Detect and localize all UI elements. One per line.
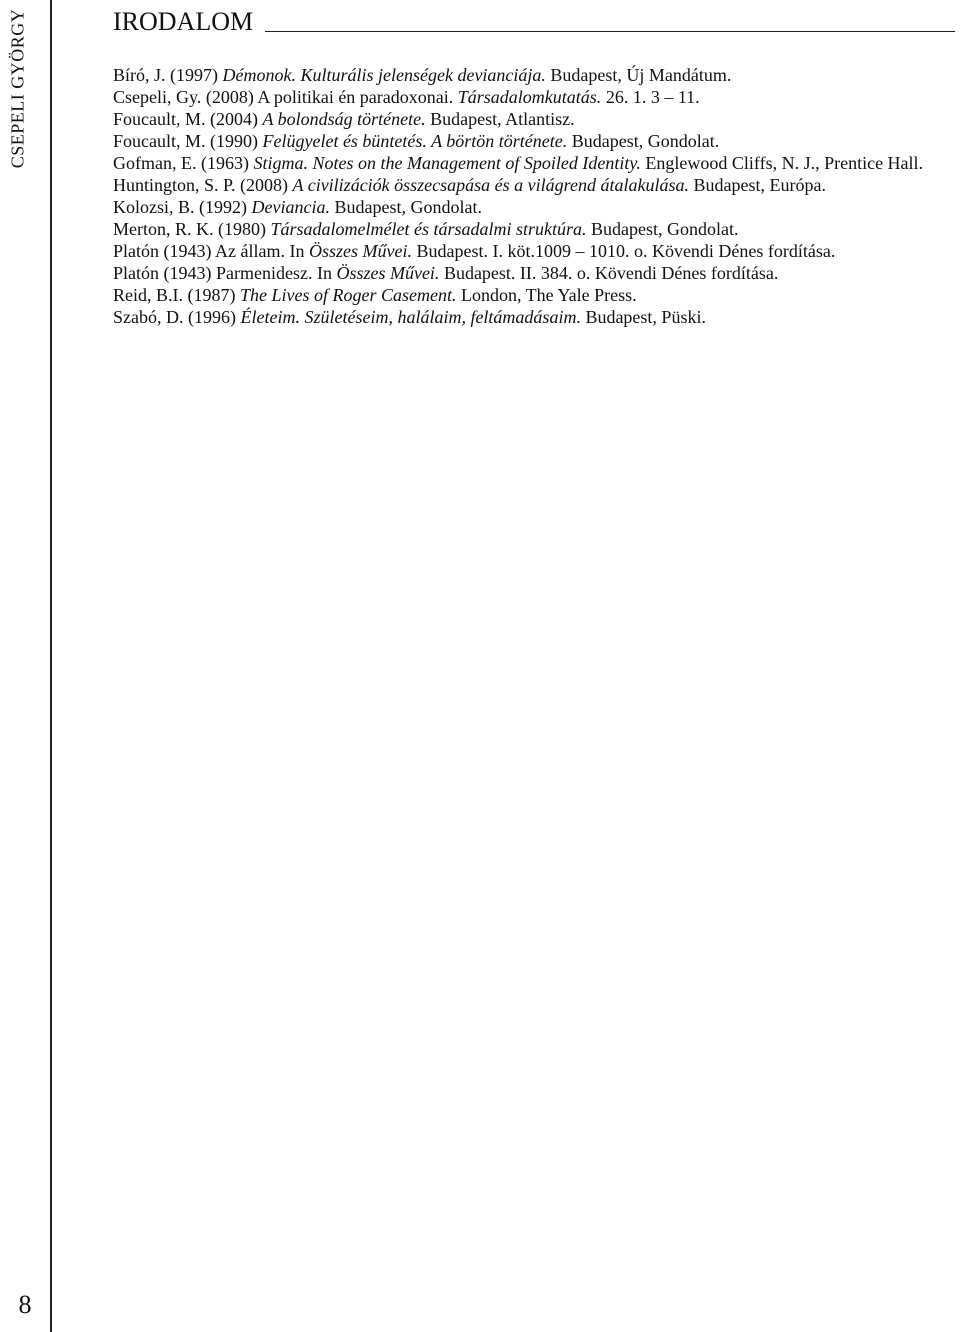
reference-item: Gofman, E. (1963) Stigma. Notes on the Management of Spoiled Identity. Englewood Cliffs, N. J., Prentice Hall. bbox=[113, 153, 924, 173]
reference-item: Kolozsi, B. (1992) Deviancia. Budapest, Gondolat. bbox=[113, 197, 482, 217]
reference-title: Stigma. Notes on the Management of Spoiled Identity. bbox=[253, 153, 641, 173]
reference-title: Deviancia. bbox=[251, 197, 330, 217]
reference-item: Platón (1943) Parmenidesz. In Összes Művei. Budapest. II. 384. o. Kövendi Dénes fordítása. bbox=[113, 263, 779, 283]
reference-title: Társadalomelmélet és társadalmi struktúra. bbox=[270, 219, 587, 239]
reference-item: Bíró, J. (1997) Démonok. Kulturális jelenségek devianciája. Budapest, Új Mandátum. bbox=[113, 65, 732, 85]
reference-title: Életeim. Születéseim, halálaim, feltámadásaim. bbox=[240, 307, 581, 327]
reference-title: Összes Művei. bbox=[308, 241, 412, 261]
section-heading bbox=[113, 6, 955, 38]
reference-item: Foucault, M. (2004) A bolondság története. Budapest, Atlantisz. bbox=[113, 109, 575, 129]
reference-title: A bolondság története. bbox=[262, 109, 426, 129]
heading-rule bbox=[265, 31, 955, 32]
reference-item: Merton, R. K. (1980) Társadalomelmélet és társadalmi struktúra. Budapest, Gondolat. bbox=[113, 219, 739, 239]
page-number: 8 bbox=[18, 1290, 32, 1319]
reference-title: Összes Művei. bbox=[336, 263, 440, 283]
reference-title: Démonok. Kulturális jelenségek devianciája. bbox=[222, 65, 546, 85]
reference-item: Foucault, M. (1990) Felügyelet és büntetés. A börtön története. Budapest, Gondolat. bbox=[113, 131, 720, 151]
margin-rule bbox=[50, 0, 52, 1332]
running-author bbox=[2, 8, 34, 168]
reference-title: A civilizációk összecsapása és a világrend átalakulása. bbox=[292, 175, 689, 195]
reference-list bbox=[113, 64, 958, 328]
reference-item: Huntington, S. P. (2008) A civilizációk összecsapása és a világrend átalakulása. Budapest, Európa. bbox=[113, 175, 826, 195]
reference-title: The Lives of Roger Casement. bbox=[239, 285, 457, 305]
reference-title: Felügyelet és büntetés. A börtön története. bbox=[262, 131, 568, 151]
reference-item: Platón (1943) Az állam. In Összes Művei. Budapest. I. köt.1009 – 1010. o. Kövendi Dénes fordítása. bbox=[113, 241, 836, 261]
reference-item: Szabó, D. (1996) Életeim. Születéseim, halálaim, feltámadásaim. Budapest, Püski. bbox=[113, 307, 706, 327]
running-author-text: CSEPELI GYÖRGY bbox=[7, 8, 28, 168]
reference-item: Csepeli, Gy. (2008) A politikai én paradoxonai. Társadalomkutatás. 26. 1. 3 – 11. bbox=[113, 87, 700, 107]
reference-item: Reid, B.I. (1987) The Lives of Roger Casement. London, The Yale Press. bbox=[113, 285, 637, 305]
section-title: IRODALOM bbox=[113, 7, 254, 36]
reference-title: Társadalomkutatás. bbox=[457, 87, 602, 107]
